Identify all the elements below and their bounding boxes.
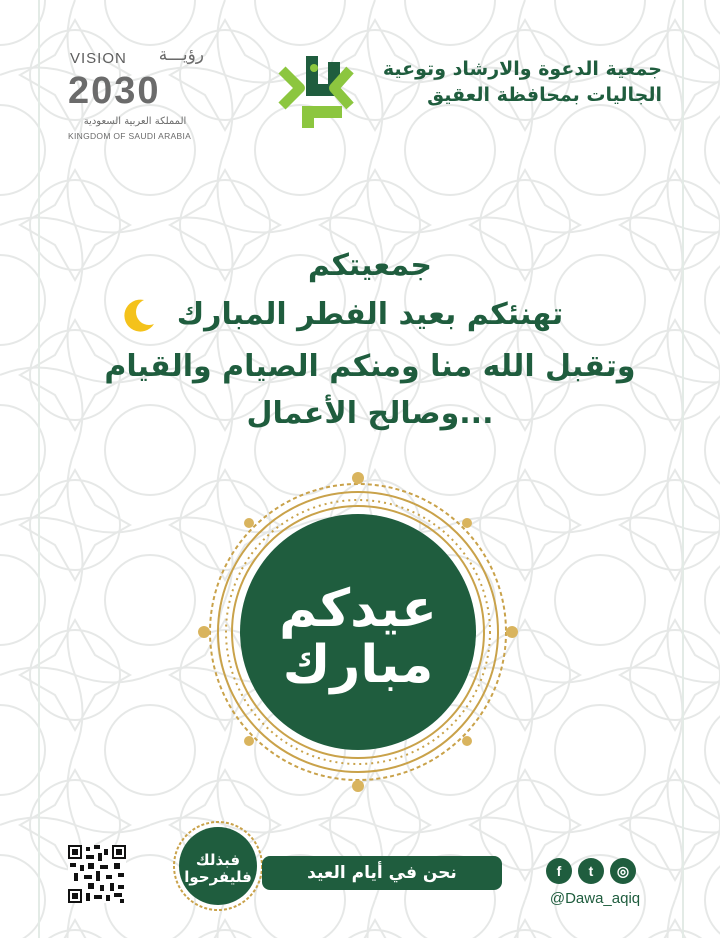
badge-line1: فبذلك (195, 851, 241, 869)
org-name-line1: جمعية الدعوة والارشاد وتوعية (382, 58, 662, 80)
eid-greeting-line1: عيدكم (279, 579, 437, 639)
instagram-icon[interactable]: ◎ (610, 858, 636, 884)
org-name-line2: الجاليات بمحافظة العقيق (427, 84, 662, 106)
eid-greeting-line2: مبارك (282, 635, 434, 695)
vision-year: 2030 (68, 70, 161, 112)
badge-line2: فليفرحوا (184, 868, 252, 886)
qr-code[interactable] (68, 845, 126, 903)
kingdom-name-ar: المملكة العربية السعودية (83, 116, 187, 127)
left-frame-line (38, 0, 40, 938)
social-handle[interactable]: @Dawa_aqiq (549, 890, 641, 907)
crescent-moon-icon (118, 296, 158, 336)
greeting-line1: جمعيتكم (307, 248, 433, 283)
org-name (362, 56, 662, 108)
facebook-icon[interactable]: f (546, 858, 572, 884)
vision-label-ar: رؤيـــة (158, 45, 204, 65)
kingdom-name-en: KINGDOM OF SAUDI ARABIA (68, 131, 192, 141)
slogan-text: نحن في أيام العيد (307, 863, 457, 883)
greeting-line4: وصالح الأعمال... (246, 396, 494, 431)
vision-2030-logo (68, 44, 208, 141)
twitter-icon[interactable]: t (578, 858, 604, 884)
vision-label: VISION (70, 50, 127, 67)
org-logo-icon (276, 48, 358, 132)
greeting-line3: وتقبل الله منا ومنكم الصيام والقيام (104, 349, 636, 384)
right-frame-line (682, 0, 684, 938)
greeting-line2: تهنئكم بعيد الفطر المبارك (176, 297, 564, 332)
